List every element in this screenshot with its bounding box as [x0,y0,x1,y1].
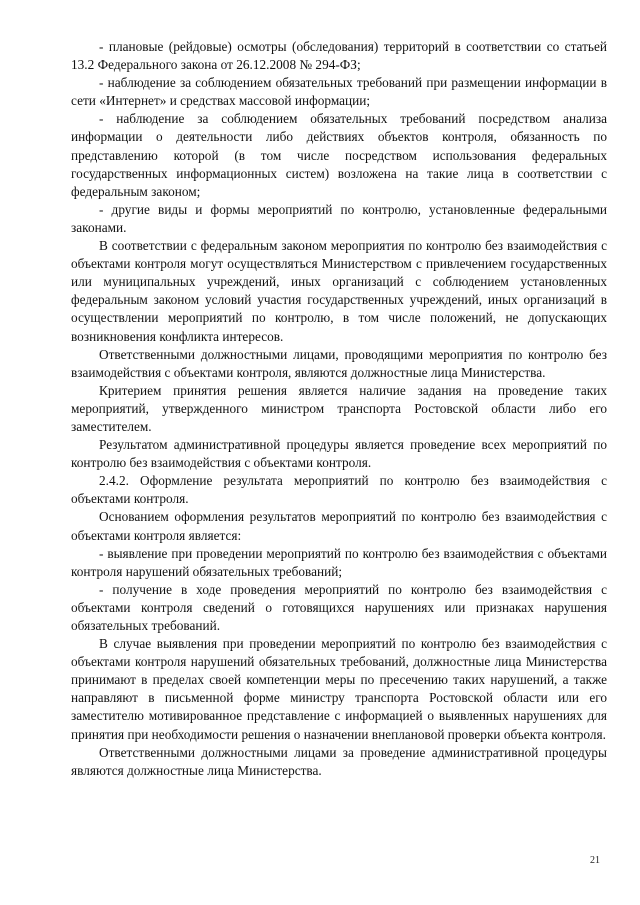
paragraph-procedure-result: Результатом административной процедуры является проведение всех мероприятий по контролю без взаимодействия с объектами контроля. [71,437,607,471]
paragraph-decision-criterion: Критерием принятия решения является наличие задания на проведение таких мероприятий, утвержденного министром транспорта Ростовской области либо его заместителем. [71,382,607,434]
paragraph-internet-monitoring: - наблюдение за соблюдением обязательных требований при размещении информации в сети «Интернет» и средствах массовой информации; [71,75,607,109]
paragraph-responsible-officials: Ответственными должностными лицами, проводящими мероприятия по контролю без взаимодействия с объектами контроля, являются должностные лица Министерства. [71,346,607,380]
paragraph-planned-inspections: - плановые (рейдовые) осмотры (обследования) территорий в соответствии со статьей 13.2 Федерального закона от 26.12.2008 № 294-ФЗ; [71,39,607,73]
page-number: 21 [590,855,600,866]
paragraph-impending-violations: - получение в ходе проведения мероприятий по контролю без взаимодействия с объектами контроля сведений о готовящихся нарушениях или признаках нарушения обязательных требований. [71,581,607,633]
paragraph-basis-for-recording: Основанием оформления результатов мероприятий по контролю без взаимодействия с объектами контроля является: [71,509,607,543]
paragraph-information-analysis: - наблюдение за соблюдением обязательных требований посредством анализа информации о деятельности либо действиях объектов контроля, обязанность по представлению которой (в том числе посредством использования федеральных государственных информационных систем) возложена на такие лица в соответствии с федеральным законом; [71,111,607,199]
section-heading-2-4-2: 2.4.2. Оформление результата мероприятий по контролю без взаимодействия с объектами контроля. [71,473,607,507]
paragraph-violations-detected: - выявление при проведении мероприятий по контролю без взаимодействия с объектами контроля нарушений обязательных требований; [71,545,607,579]
paragraph-measures-on-violations: В случае выявления при проведении мероприятий по контролю без взаимодействия с объектами контроля нарушений обязательных требований, должностные лица Министерства принимают в пределах своей компетенции меры по пресечению таких нарушений, а также направляют в письменной форме министру транспорта Ростовской области или его заместителю мотивированное представление с информацией о выявленных нарушениях для принятия при необходимости решения о назначении внеплановой проверки объекта контроля. [71,636,607,742]
paragraph-responsible-for-procedure: Ответственными должностными лицами за проведение административной процедуры являются должностные лица Министерства. [71,744,607,778]
paragraph-involvement-of-institutions: В соответствии с федеральным законом мероприятия по контролю без взаимодействия с объектами контроля могут осуществляться Министерством с привлечением государственных или муниципальных учреждений, иных организаций с соблюдением установленных федеральным законом условий участия государственных учреждений, иных организаций в осуществлении мероприятий по контролю, в том числе положений, не допускающих возникновения конфликта интересов. [71,238,607,344]
document-body [71,38,607,780]
paragraph-other-forms: - другие виды и формы мероприятий по контролю, установленные федеральными законами. [71,201,607,235]
